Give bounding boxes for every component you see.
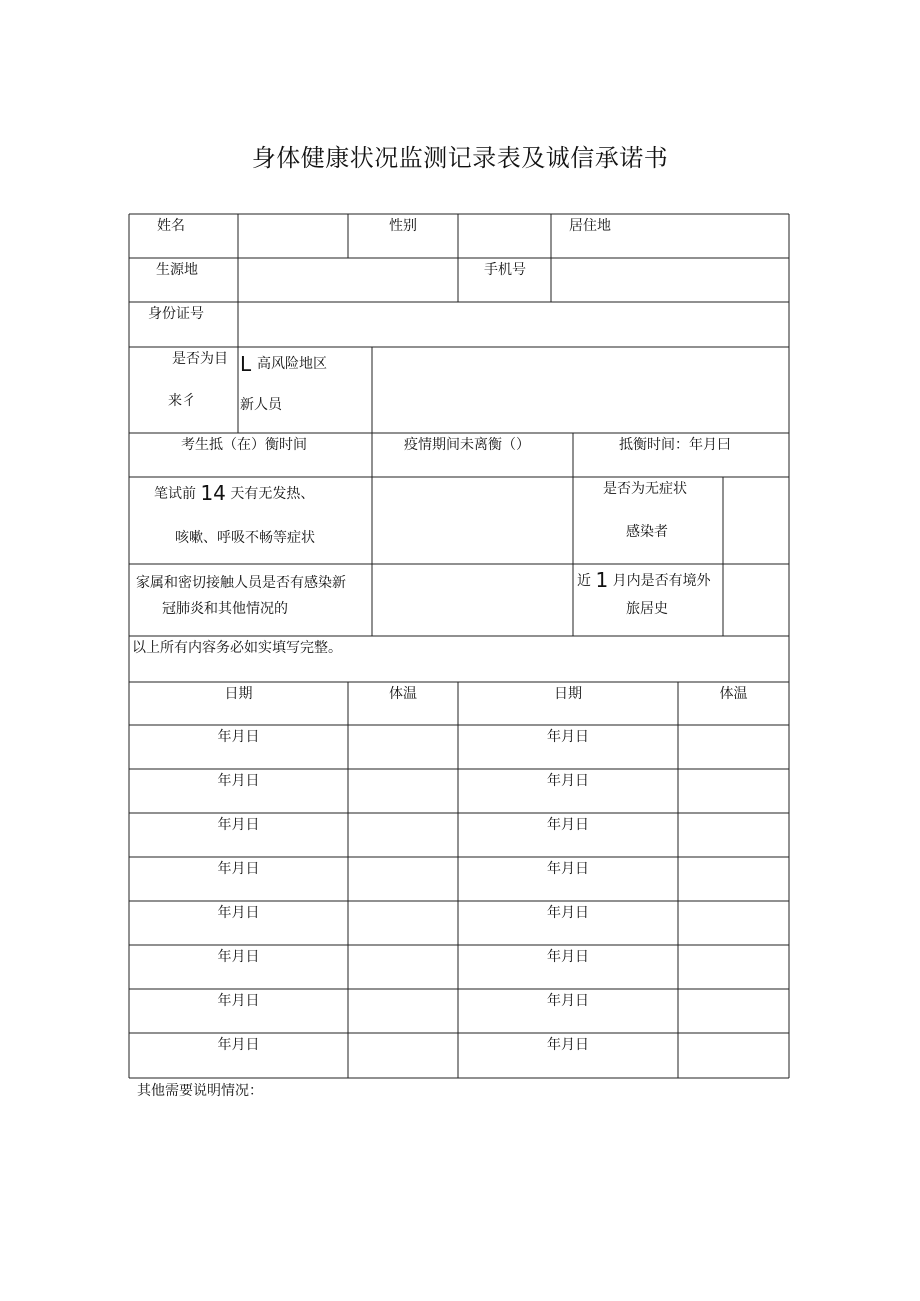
arrival-label: 考生抵（在）衡时间 xyxy=(181,437,307,453)
table-row-date: 年月日 xyxy=(217,817,260,833)
phone-label: 手机号 xyxy=(484,262,526,278)
table-row-date: 年月日 xyxy=(547,773,589,789)
symptom-post: 天有无发热、 xyxy=(230,486,315,502)
table-row-date: 年月日 xyxy=(547,949,589,965)
symptom-days: 14 xyxy=(200,481,226,505)
table-row-date: 年月日 xyxy=(217,861,260,877)
page-title: 身体健康状况监测记录表及诚信承诺书 xyxy=(251,144,669,172)
table-row-date: 年月日 xyxy=(217,773,260,789)
table-row-date: 年月日 xyxy=(217,993,260,1009)
residence-label: 居住地 xyxy=(569,218,611,234)
table-row-date: 年月日 xyxy=(547,993,589,1009)
gender-label: 性别 xyxy=(389,218,417,234)
arrival-time-label: 抵衡时间：年月曰 xyxy=(619,437,731,453)
date-header-2: 日期 xyxy=(554,686,582,702)
origin-label: 生源地 xyxy=(156,262,198,278)
table-row-date: 年月日 xyxy=(547,729,589,745)
table-row-date: 年月日 xyxy=(217,729,260,745)
abroad-num: 1 xyxy=(595,568,609,592)
table-row-date: 年月日 xyxy=(547,905,589,921)
abroad-question-line2: 旅居史 xyxy=(626,601,668,617)
date-header-1: 日期 xyxy=(224,686,253,702)
symptom-question-line1 xyxy=(154,481,315,505)
temp-header-1: 体温 xyxy=(389,686,417,702)
temp-header-2: 体温 xyxy=(719,686,748,702)
id-number-label: 身份证号 xyxy=(148,306,204,322)
risk-area-line2: 新人员 xyxy=(240,397,282,413)
stay-option: 疫情期间未离衡（） xyxy=(404,437,530,453)
table-row-date: 年月日 xyxy=(217,905,260,921)
symptom-question-line2: 咳嗽、呼吸不畅等症状 xyxy=(175,530,315,546)
risk-area-line1: 高风险地区 xyxy=(257,356,327,372)
table-row-date: 年月日 xyxy=(547,817,589,833)
contact-question-line2: 冠肺炎和其他情况的 xyxy=(162,601,288,617)
table-row-date: 年月日 xyxy=(217,949,260,965)
other-notes-label: 其他需要说明情况： xyxy=(137,1083,263,1099)
risk-question-line2: 来彳 xyxy=(168,393,196,409)
abroad-question-line1 xyxy=(577,568,711,592)
table-row-date: 年月日 xyxy=(547,1037,589,1053)
risk-mark: L xyxy=(240,352,252,376)
fill-note: 以上所有内容务必如实填写完整。 xyxy=(132,640,342,656)
table-row-date: 年月日 xyxy=(547,861,589,877)
asymptomatic-question-line1: 是否为无症状 xyxy=(603,481,687,497)
risk-question-line1: 是否为目 xyxy=(172,351,228,367)
contact-question-line1: 家属和密切接触人员是否有感染新 xyxy=(136,575,346,591)
symptom-pre: 笔试前 xyxy=(154,486,196,502)
abroad-post: 月内是否有境外 xyxy=(612,573,711,589)
table-row-date: 年月日 xyxy=(217,1037,260,1053)
name-label: 姓名 xyxy=(157,218,185,234)
asymptomatic-question-line2: 感染者 xyxy=(626,524,668,540)
abroad-pre: 近 xyxy=(577,573,591,589)
